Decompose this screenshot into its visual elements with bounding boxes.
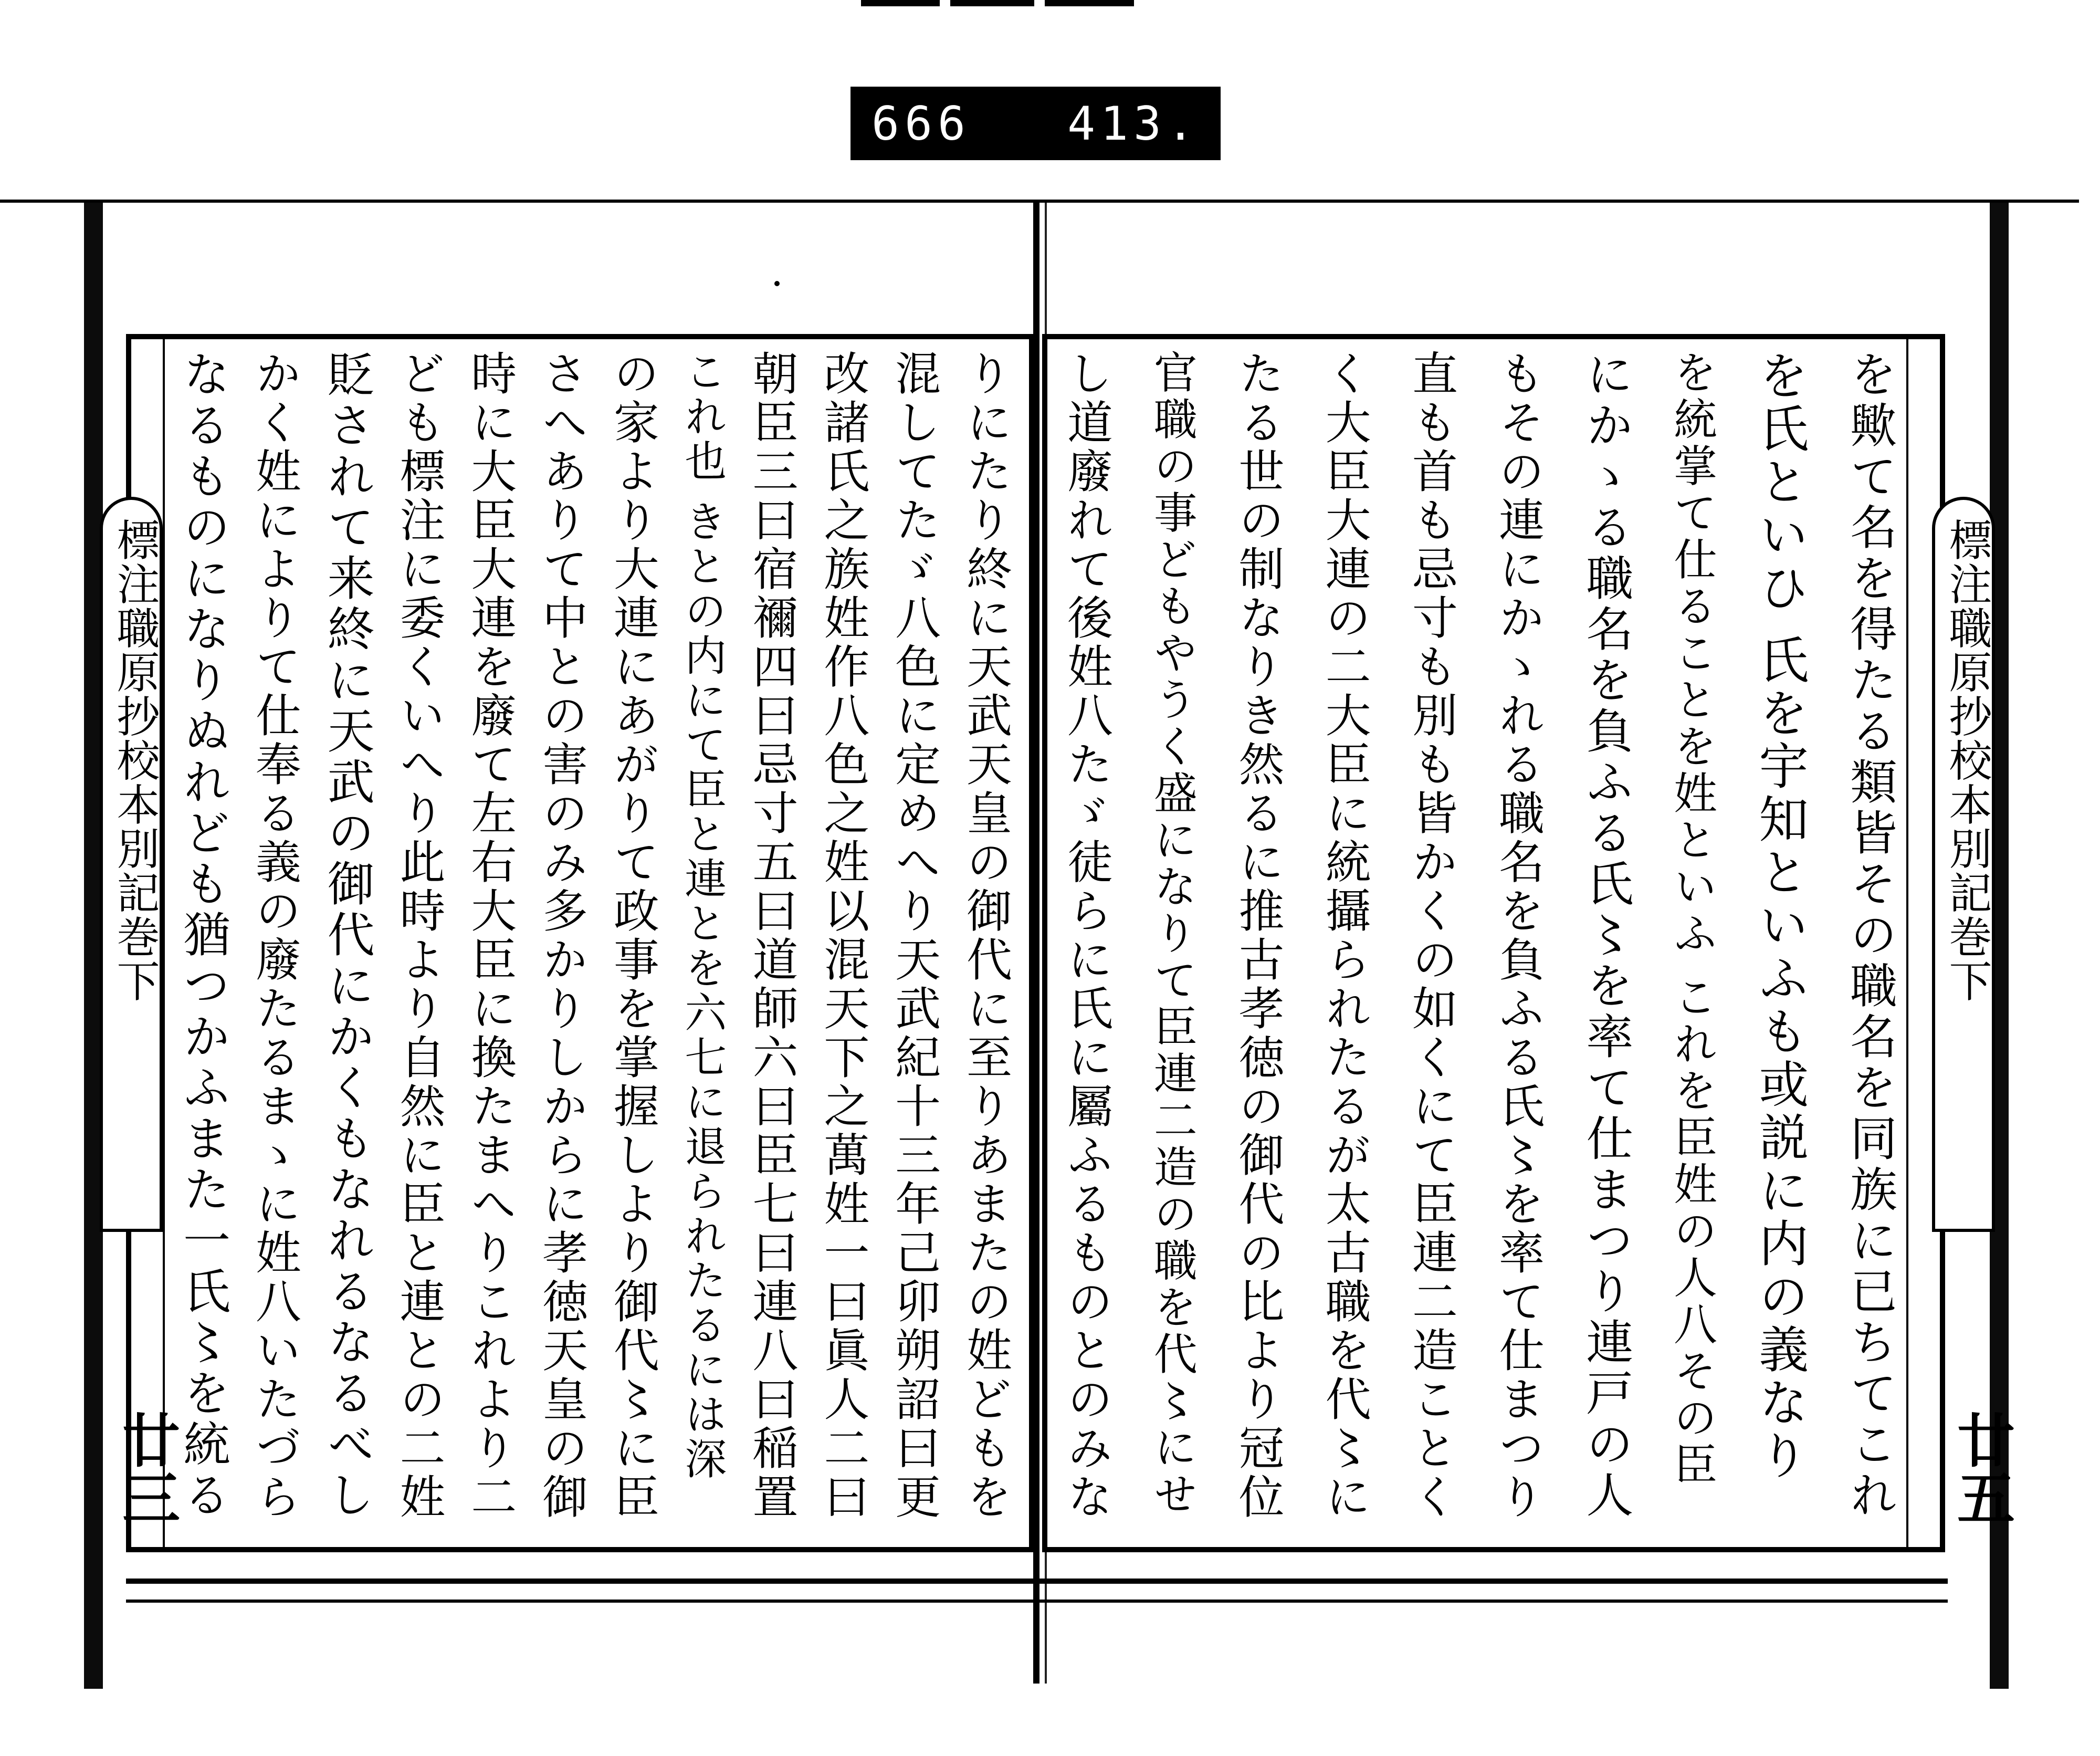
right-page-column: を歟て名を得たる類皆その職名を同族に已ちてこれ <box>1841 350 1897 1521</box>
right-page-column: を氏といひ 氏を宇知といふも或説に内の義なり <box>1750 350 1809 1483</box>
left-page-text <box>175 350 1012 1537</box>
left-page-column: これ也 きとの内にて臣と連とを六七に退られたるには深 <box>677 350 727 1482</box>
bottom-page-rule-2 <box>126 1600 1948 1603</box>
left-running-title: 標注職原抄校本別記巻下 <box>110 518 160 1003</box>
right-page-column: たる世の制なりき然るに推古孝徳の御代の比より冠位 <box>1231 350 1285 1522</box>
left-folio: 廿三 <box>113 1410 181 1526</box>
right-page-column: にかゝる職名を負ふる氏〻を率て仕まつり連戸の人 <box>1578 350 1633 1521</box>
call-number-left: 666 <box>872 96 971 151</box>
right-folio: 廿五 <box>1948 1410 2015 1526</box>
left-page-column: の家より大連にあがりて政事を掌握しより御代〻に臣 <box>605 350 659 1522</box>
left-page-column: 朝臣三曰宿禰四曰忌寸五曰道師六曰臣七曰連八曰稲置 <box>744 350 799 1522</box>
call-number-right: 413. <box>1067 96 1200 151</box>
right-page-column: く大臣大連の二大臣に統攝られたるが太古職を代〻に <box>1317 350 1371 1522</box>
right-page-column: し道廢れて後姓八たゞ徒らに氏に屬ふるものとのみな <box>1059 350 1113 1522</box>
left-page-column: かく姓によりて仕奉る義の廢たるまゝに姓八いたづら <box>247 350 301 1522</box>
speck <box>774 281 780 286</box>
right-page-text <box>1059 350 1897 1537</box>
call-number-label <box>850 87 1221 160</box>
open-book <box>0 200 2079 1689</box>
left-page-column: 貶されて来終に天武の御代にかくもなれるなるべし <box>319 350 374 1521</box>
right-page-column: 直も首も忌寸も別も皆かくの如くにて臣連二造ことく <box>1404 350 1458 1522</box>
left-page-column: りにたり終に天武天皇の御代に至りあまたの姓どもを <box>958 350 1012 1522</box>
right-running-title: 標注職原抄校本別記巻下 <box>1942 518 1992 1003</box>
right-page-column: を統掌て仕ることを姓といふ これを臣姓の人八その臣 <box>1666 350 1717 1489</box>
top-edge-strip <box>861 0 1134 6</box>
right-page <box>1042 334 1945 1552</box>
left-page-column: ども標注に委くいへり此時より自然に臣と連との二姓 <box>392 350 446 1522</box>
left-page-column: なるものになりぬれども猶つかふまた一氏〻を統る <box>175 350 230 1521</box>
left-page-column: 時に大臣大連を廢て左右大臣に換たまへりこれより二 <box>463 350 517 1522</box>
left-page-column: 改諸氏之族姓作八色之姓以混天下之萬姓一曰眞人二曰 <box>816 350 870 1522</box>
right-page-column: 官職の事どもやうく盛になりて臣連二造の職を代〻にせ <box>1146 350 1198 1518</box>
left-page-column: さへありて中との害のみ多かりしからに孝徳天皇の御 <box>534 350 589 1522</box>
right-page-inner-rule <box>1906 339 1908 1547</box>
left-page <box>126 334 1034 1552</box>
right-page-column: もその連にかゝれる職名を負ふる氏〻を率て仕まつり <box>1491 350 1545 1522</box>
left-page-column: 混してたゞ八色に定めへり天武紀十三年己卯朔詔曰更 <box>887 350 941 1522</box>
bottom-page-rule <box>126 1579 1948 1584</box>
